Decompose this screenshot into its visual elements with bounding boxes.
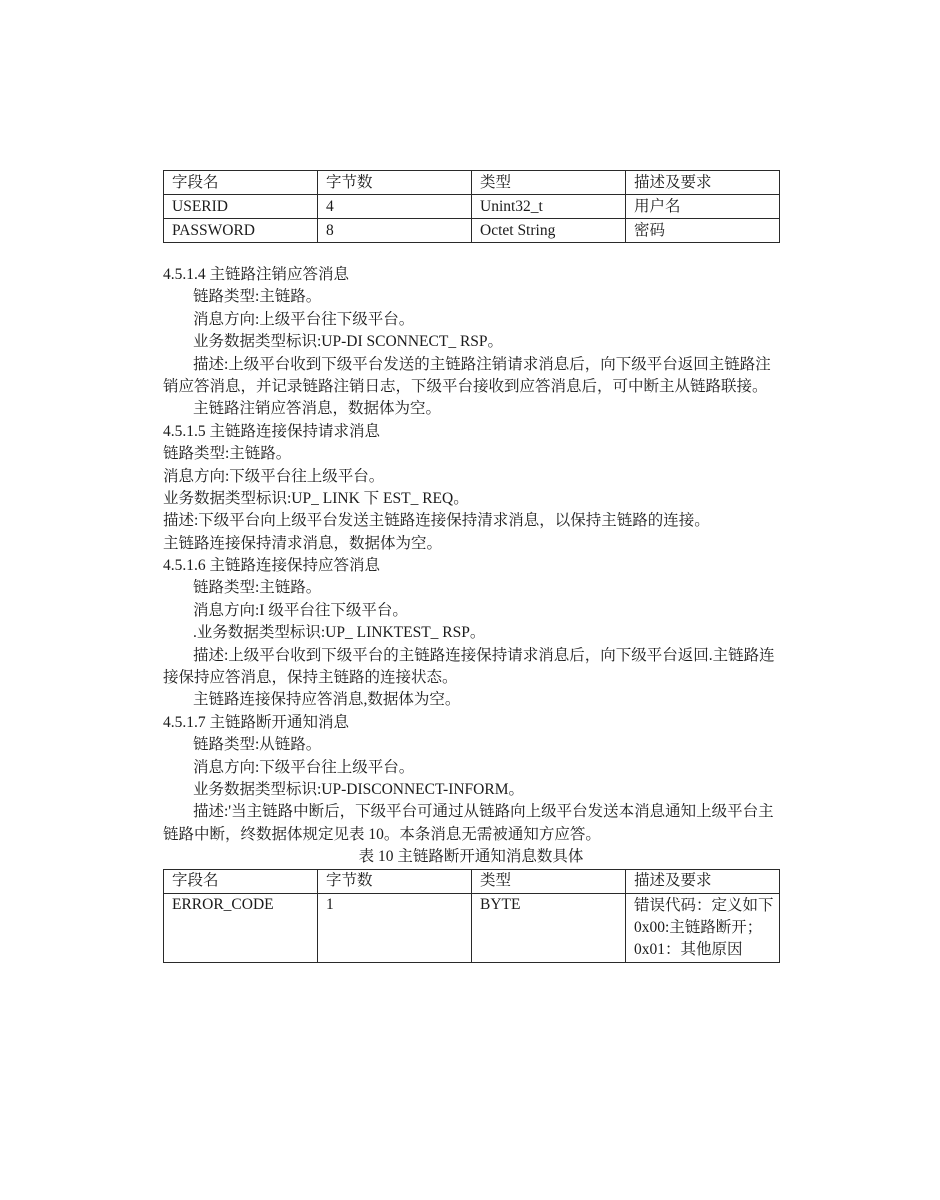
text-line: 链路类型:主链路。 (163, 445, 292, 463)
text-line: 业务数据类型标识:UP-DISCONNECT-INFORM。 (193, 780, 524, 798)
cell-description: 用户名 (626, 195, 780, 219)
col-header-description: 描述及要求 (626, 171, 780, 195)
text-line: 消息方向:下级平台往上级平台。 (163, 467, 385, 485)
cell-byte-count: 4 (318, 195, 472, 219)
col-header-byte-count: 字节数 (318, 171, 472, 195)
text-line: .业务数据类型标识:UP_ LINKTEST_ RSP。 (193, 624, 486, 642)
cell-byte-count: 8 (318, 219, 472, 243)
desc-line: 0x00:主链路断开； (634, 918, 763, 936)
body-text (163, 264, 779, 846)
desc-line: 0x01：其他原因 (634, 941, 743, 959)
cell-byte-count: 1 (318, 893, 472, 963)
col-header-field-name: 字段名 (164, 869, 318, 893)
text-line: 描述:下级平台向上级平台发送主链路连接保持清求消息，以保持主链路的连接。 (163, 512, 710, 530)
section-heading-4517: 4.5.1.7 主链路断开通知消息 (163, 713, 350, 731)
text-line: 销应答消息，并记录链路注销日志，下级平台接收到应答消息后，可中断主从链路联接。 (163, 377, 768, 395)
text-line: 消息方向:下级平台往上级平台。 (193, 758, 415, 776)
field-table-login (163, 170, 780, 243)
col-header-byte-count: 字节数 (318, 869, 472, 893)
cell-field-name: ERROR_CODE (164, 893, 318, 963)
section-heading-4516: 4.5.1.6 主链路连接保持应答消息 (163, 557, 381, 575)
table10-caption: 表 10 主链路断开通知消息数具体 (358, 848, 584, 866)
text-line: 链路中断，终数据体规定见表 10。本条消息无需被通知方应答。 (163, 825, 601, 843)
col-header-type: 类型 (472, 869, 626, 893)
text-line: 主链路连接保持应答消息,数据体为空。 (193, 691, 461, 709)
text-line: 接保持应答消息，保持主链路的连接状态。 (163, 669, 458, 687)
text-line: 业务数据类型标识:UP_ LINK 下 EST_ REQ。 (163, 489, 469, 507)
table-row (164, 195, 780, 219)
text-line: 业务数据类型标识:UP-DI SCONNECT_ RSP。 (193, 333, 504, 351)
col-header-type: 类型 (472, 171, 626, 195)
section-heading-4515: 4.5.1.5 主链路连接保持请求消息 (163, 422, 381, 440)
text-line: 链路类型:主链路。 (193, 579, 322, 597)
text-line: 消息方向:上级平台往下级平台。 (193, 310, 415, 328)
cell-field-name: PASSWORD (164, 219, 318, 243)
cell-description: 密码 (626, 219, 780, 243)
field-table-disconnect-inform (163, 869, 780, 964)
desc-line: 错误代码：定义如下 (634, 896, 774, 914)
col-header-field-name: 字段名 (164, 171, 318, 195)
table-header-row (164, 869, 780, 893)
cell-description (626, 893, 780, 963)
cell-type: Octet String (472, 219, 626, 243)
text-line: 主链路注销应答消息，数据体为空。 (193, 400, 442, 418)
text-line: 链路类型:从链路。 (193, 736, 322, 754)
text-line: 链路类型:主链路。 (193, 288, 322, 306)
text-line: 描述:'当主链路中断后，下级平台可通过从链路向上级平台发送本消息通知上级平台主 (193, 803, 774, 821)
table-row (164, 893, 780, 963)
document-content (163, 170, 779, 963)
cell-type: BYTE (472, 893, 626, 963)
cell-type: Unint32_t (472, 195, 626, 219)
text-line: 描述:上级平台收到下级平台发送的主链路注销请求消息后，向下级平台返回主链路注 (193, 355, 771, 373)
table-header-row (164, 171, 780, 195)
cell-field-name: USERID (164, 195, 318, 219)
text-line: 描述:上级平台收到下级平台的主链路连接保持请求消息后，向下级平台返回.主链路连 (193, 646, 775, 664)
text-line: 主链路连接保持清求消息，数据体为空。 (163, 534, 443, 552)
col-header-description: 描述及要求 (626, 869, 780, 893)
text-line: 消息方向:I 级平台往下级平台。 (193, 601, 408, 619)
section-heading-4514: 4.5.1.4 主链路注销应答消息 (163, 266, 350, 283)
table-row (164, 219, 780, 243)
